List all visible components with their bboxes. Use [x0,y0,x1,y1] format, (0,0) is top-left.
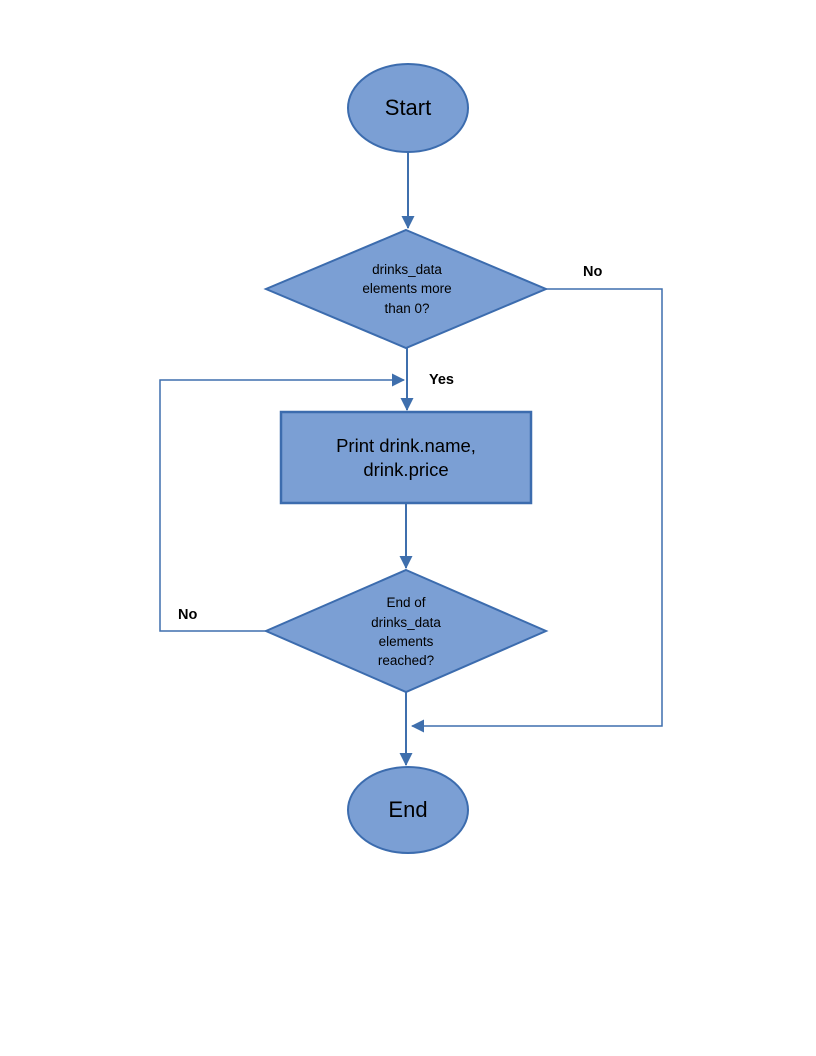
decision2-diamond-shape [266,570,546,692]
start-terminator-shape [348,64,468,152]
decision1-node-label: drinks_data elements more than 0? [362,262,452,316]
no-loop-left-label: No [178,607,198,623]
yes-branch-label: Yes [429,372,454,388]
decision2-node-label: End of drinks_data elements reached? [371,595,441,669]
end-node-label: End [388,797,428,822]
process-node-label: Print drink.name, drink.price [336,434,476,480]
process-rect-shape [281,412,531,503]
decision1-diamond-shape [266,230,546,348]
start-node-label: Start [384,95,432,120]
end-terminator-shape [348,767,468,853]
no-branch-top-label: No [583,264,603,280]
